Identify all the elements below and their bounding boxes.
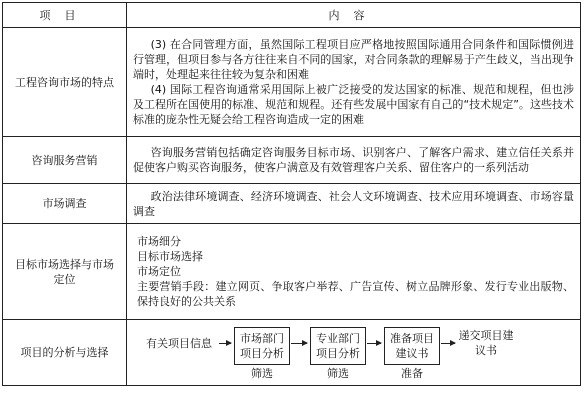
paragraph: 政治法律环境调查、经济环境调查、社会人文环境调查、技术应用环境调查、市场容量调查: [133, 189, 574, 218]
flow-arrow: [441, 343, 455, 344]
flow-end-text: 递交项目建议书: [458, 328, 514, 357]
flow-arrow: [291, 343, 307, 344]
table-row: [3, 137, 581, 184]
flow-arrow: [219, 343, 231, 344]
table-row: [3, 184, 581, 224]
paragraph: (3) 在合同管理方面，虽然国际工程项目应严格地按照国际通用合同条件和国际惯例进行管理，但项目参与各方往往来自不同的国家，对合同条款的理解易于产生歧义，当出现争端时，处理起来往往较为复杂和困难: [133, 38, 574, 81]
content-table: [2, 2, 581, 386]
row-item-label: 咨询服务营销: [3, 137, 127, 184]
table-row: [3, 320, 581, 386]
table-row: [3, 28, 581, 137]
flow-label-prepare: 准备: [401, 366, 423, 380]
row-content: [127, 28, 581, 137]
flow-box-dept-analysis: 专业部门项目分析: [310, 327, 366, 365]
row-content: [127, 224, 581, 320]
list-item: 目标市场选择: [137, 250, 203, 263]
flow-start-text: 有关项目信息: [146, 336, 212, 350]
flow-diagram: [127, 322, 580, 384]
table-header-row: [3, 3, 581, 28]
row-content: [127, 320, 581, 386]
flow-label-screen-1: 筛选: [251, 366, 273, 380]
list-item: 市场细分: [137, 235, 181, 248]
flow-box-prepare-proposal: 准备项目建议书: [384, 327, 440, 365]
row-content: [127, 137, 581, 184]
row-item-label: 市场调查: [3, 184, 127, 224]
table-row: [3, 224, 581, 320]
row-content: [127, 184, 581, 224]
paragraph: 咨询服务营销包括确定咨询服务目标市场、识别客户、了解客户需求、建立信任关系并促使客户购买咨询服务，使客户满意及有效管理客户关系、留住客户的一系列活动: [133, 146, 574, 174]
list-item: 市场定位: [137, 265, 181, 278]
row-item-label: 目标市场选择与市场定位: [3, 224, 127, 320]
list-item: 主要营销手段：建立网页、争取客户举荐、广告宣传、树立品牌形象、发行专业出版物、保持良好的公共关系: [137, 280, 574, 308]
header-content: 内容: [127, 3, 581, 28]
row-item-label: 项目的分析与选择: [3, 320, 127, 386]
flow-arrow: [367, 343, 381, 344]
flow-box-market-analysis: 市场部门项目分析: [234, 327, 290, 365]
header-item: 项目: [3, 3, 127, 28]
flow-label-screen-2: 筛选: [327, 366, 349, 380]
row-item-label: 工程咨询市场的特点: [3, 28, 127, 137]
paragraph: (4) 国际工程咨询通常采用国际上被广泛接受的发达国家的标准、规范和规程，但也涉及工程所在国使用的标准、规范和规程。还有些发展中国家有自己的“技术规定”。这些技术标准的庞杂性无疑会给工程咨询造成一定的困难: [133, 83, 574, 126]
